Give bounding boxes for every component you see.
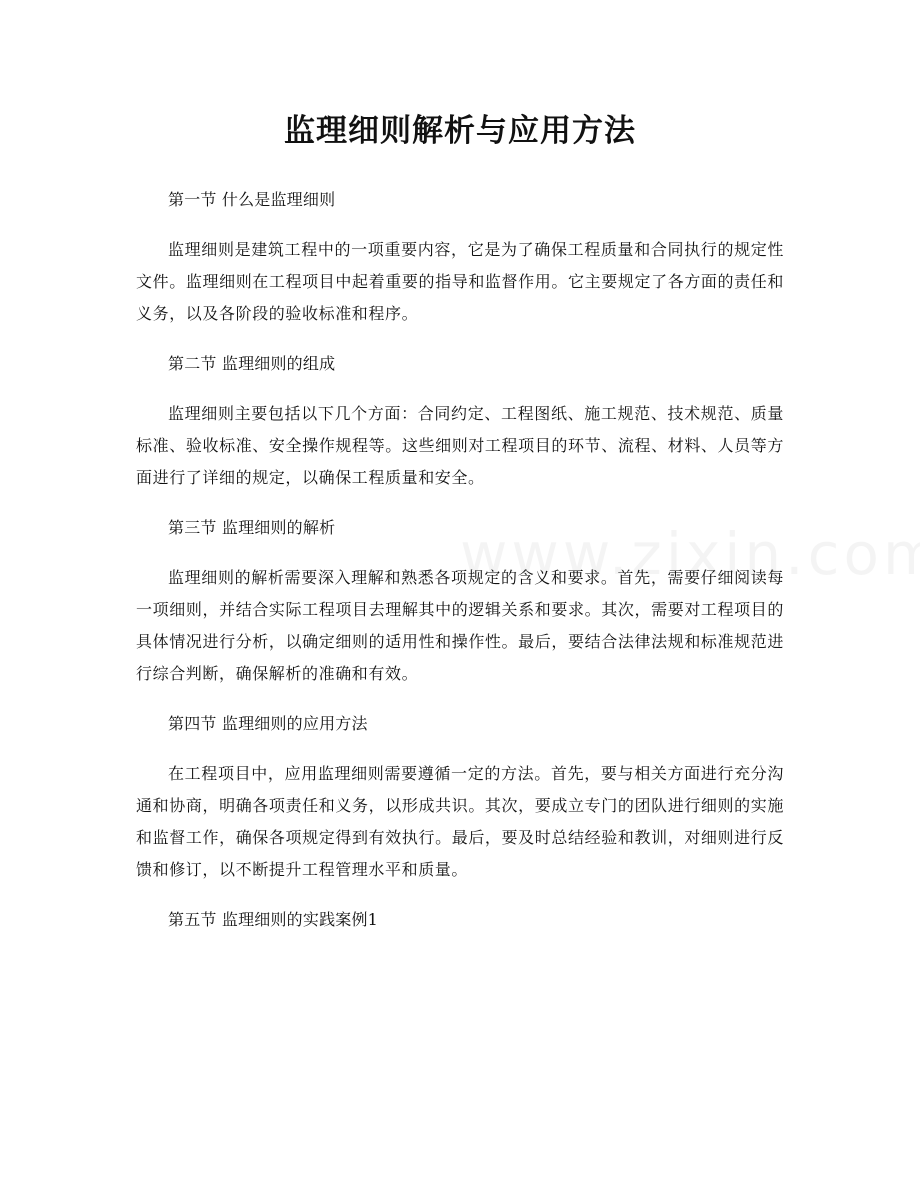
section-paragraph-3: 监理细则的解析需要深入理解和熟悉各项规定的含义和要求。首先，需要仔细阅读每一项细则，并结合实际工程项目去理解其中的逻辑关系和要求。其次，需要对工程项目的具体情况进行分析，以确定细则的适用性和操作性。最后，要结合法律法规和标准规范进行综合判断，确保解析的准确和有效。	[136, 568, 784, 683]
section-heading-1: 第一节 什么是监理细则	[168, 190, 336, 209]
section-heading-3: 第三节 监理细则的解析	[168, 518, 336, 537]
page-title: 监理细则解析与应用方法	[284, 113, 636, 149]
document-body	[136, 184, 784, 954]
section-paragraph-1: 监理细则是建筑工程中的一项重要内容，它是为了确保工程质量和合同执行的规定性文件。监理细则在工程项目中起着重要的指导和监督作用。它主要规定了各方面的责任和义务，以及各阶段的验收标准和程序。	[136, 240, 784, 323]
section-heading-4: 第四节 监理细则的应用方法	[168, 714, 368, 733]
section-paragraph-4: 在工程项目中，应用监理细则需要遵循一定的方法。首先，要与相关方面进行充分沟通和协商，明确各项责任和义务，以形成共识。其次，要成立专门的团队进行细则的实施和监督工作，确保各项规定得到有效执行。最后，要及时总结经验和教训，对细则进行反馈和修订，以不断提升工程管理水平和质量。	[136, 764, 784, 879]
section-heading-2: 第二节 监理细则的组成	[168, 354, 336, 373]
section-paragraph-2: 监理细则主要包括以下几个方面：合同约定、工程图纸、施工规范、技术规范、质量标准、验收标准、安全操作规程等。这些细则对工程项目的环节、流程、材料、人员等方面进行了详细的规定，以确保工程质量和安全。	[136, 404, 784, 487]
section-heading-5: 第五节 监理细则的实践案例1	[168, 910, 379, 929]
